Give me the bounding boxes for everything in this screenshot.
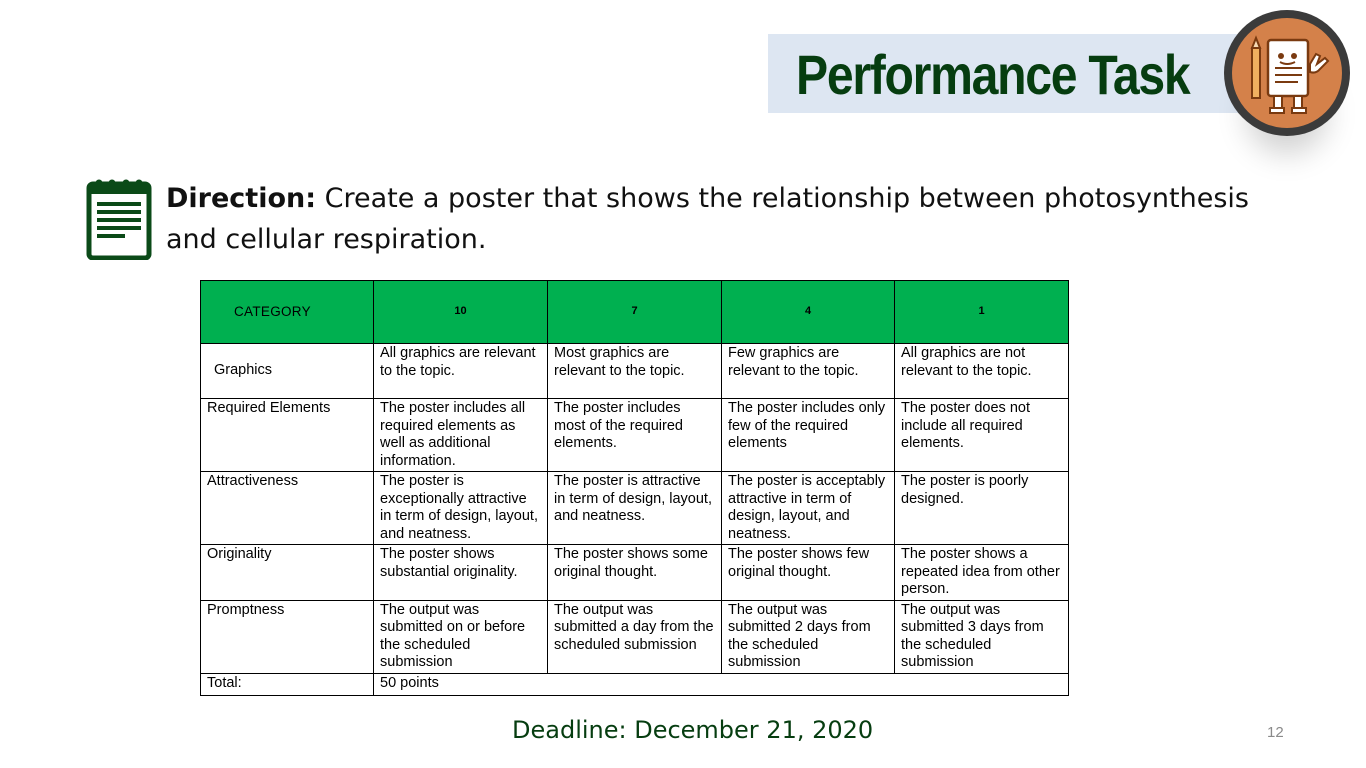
row-category: Promptness (201, 600, 374, 673)
table-cell: All graphics are not relevant to the topic. (895, 344, 1069, 399)
table-cell: The output was submitted 3 days from the scheduled submission (895, 600, 1069, 673)
table-cell: The poster does not include all required elements. (895, 399, 1069, 472)
table-cell: The poster is exceptionally attractive in term of design, layout, and neatness. (374, 472, 548, 545)
header-score-7: 7 (548, 281, 722, 344)
row-category: Originality (201, 545, 374, 601)
table-cell: The poster includes most of the required elements. (548, 399, 722, 472)
header-category: CATEGORY (201, 281, 374, 344)
table-row (201, 472, 1069, 545)
slide-title: Performance Task (796, 43, 1190, 106)
notepad-icon (86, 178, 152, 260)
table-cell: The poster shows substantial originality. (374, 545, 548, 601)
table-cell: Most graphics are relevant to the topic. (548, 344, 722, 399)
table-cell: The output was submitted on or before the scheduled submission (374, 600, 548, 673)
direction-body: Create a poster that shows the relationship between photosynthesis and cellular respiration. (166, 183, 1249, 255)
header-score-10: 10 (374, 281, 548, 344)
header-score-1: 1 (895, 281, 1069, 344)
badge (1224, 10, 1350, 136)
checklist-character-icon (1232, 18, 1342, 128)
table-cell: The output was submitted a day from the scheduled submission (548, 600, 722, 673)
direction-text (166, 178, 1276, 260)
row-category: Required Elements (201, 399, 374, 472)
row-category: Graphics (201, 344, 374, 399)
header-row (201, 281, 1069, 344)
table-row (201, 399, 1069, 472)
table-cell: The poster is attractive in term of design, layout, and neatness. (548, 472, 722, 545)
table-cell: The poster shows a repeated idea from other person. (895, 545, 1069, 601)
table-cell: The output was submitted 2 days from the scheduled submission (722, 600, 895, 673)
page-number: 12 (1267, 724, 1284, 741)
table-cell: The poster shows few original thought. (722, 545, 895, 601)
total-label: Total: (201, 673, 374, 695)
deadline: Deadline: December 21, 2020 (512, 716, 874, 744)
table-cell: The poster shows some original thought. (548, 545, 722, 601)
table-cell: The poster is acceptably attractive in term of design, layout, and neatness. (722, 472, 895, 545)
table-cell: The poster includes only few of the required elements (722, 399, 895, 472)
table-row (201, 600, 1069, 673)
rubric-table (200, 280, 1069, 696)
total-value: 50 points (374, 673, 1069, 695)
table-cell: Few graphics are relevant to the topic. (722, 344, 895, 399)
table-row (201, 545, 1069, 601)
total-row (201, 673, 1069, 695)
direction-label: Direction: (166, 183, 317, 214)
table-row (201, 344, 1069, 399)
header-score-4: 4 (722, 281, 895, 344)
table-cell: The poster is poorly designed. (895, 472, 1069, 545)
row-category: Attractiveness (201, 472, 374, 545)
table-cell: All graphics are relevant to the topic. (374, 344, 548, 399)
table-cell: The poster includes all required elements as well as additional information. (374, 399, 548, 472)
